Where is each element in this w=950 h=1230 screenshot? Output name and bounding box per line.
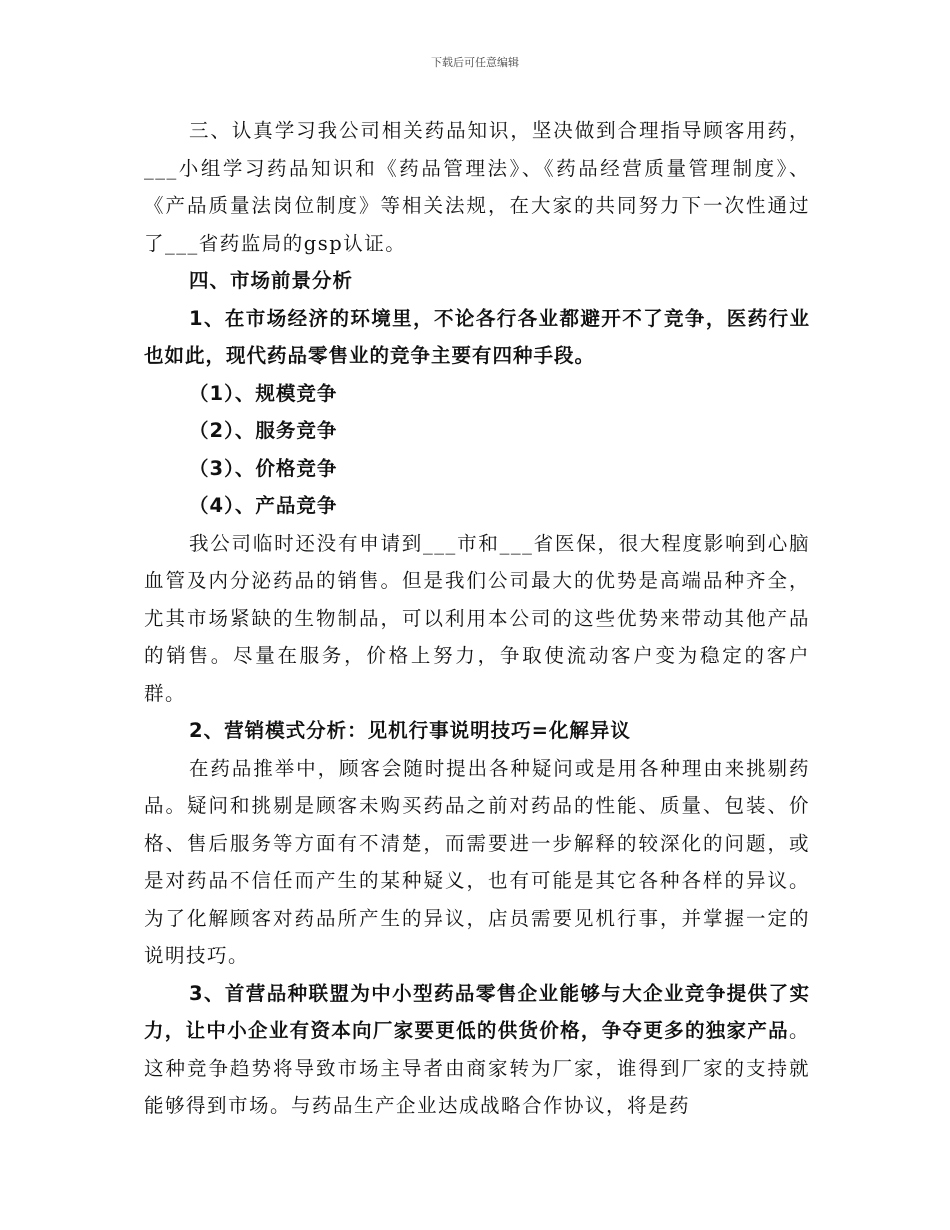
point-3-rest-text: 。这种竞争趋势将导致市场主导者由商家转为厂家，谁得到厂家的支持就能够得到市场。与药品生产企业达成战略合作协议，将是药 [144,1019,810,1117]
document-body [144,112,810,1125]
paragraph-insurance: 我公司临时还没有申请到___市和___省医保，很大程度影响到心脑血管及内分泌药品的销售。但是我们公司最大的优势是高端品种齐全，尤其市场紧缺的生物制品，可以利用本公司的这些优势来带动其他产品的销售。尽量在服务，价格上努力，争取使流动客户变为稳定的客户群。 [144,531,810,705]
page-header: 下载后可任意编辑 [431,56,519,69]
point-1-competition: 1、在市场经济的环境里，不论各行各业都避开不了竞争，医药行业也如此，现代药品零售业的竞争主要有四种手段。 [144,306,810,367]
paragraph-learning: 三、认真学习我公司相关药品知识，坚决做到合理指导顾客用药，___小组学习药品知识和《药品管理法》、《药品经营质量管理制度》、《产品质量法岗位制度》等相关法规，在大家的共同努力下一次性通过了___省药监局的gsp认证。 [144,119,810,255]
list-item: （2）、服务竞争 [189,419,338,442]
point-3-alliance [144,975,810,1125]
paragraph-objections: 在药品推举中，顾客会随时提出各种疑问或是用各种理由来挑剔药品。疑问和挑剔是顾客未购买药品之前对药品的性能、质量、包装、价格、售后服务等方面有不清楚，而需要进一步解释的较深化的问题，或是对药品不信任而产生的某种疑义，也有可能是其它各种各样的异议。为了化解顾客对药品所产生的异议，店员需要见机行事，并掌握一定的说明技巧。 [144,756,810,967]
point-2-marketing: 2、营销模式分析：见机行事说明技巧=化解异议 [189,719,631,742]
point-3-bold-text: 3、首营品种联盟为中小型药品零售企业能够与大企业竞争提供了实力，让中小企业有资本向厂家要更低的供货价格，争夺更多的独家产品 [144,981,810,1042]
list-item: （1）、规模竞争 [189,381,338,405]
list-item: （4）、产品竞争 [189,494,338,517]
list-item: （3）、价格竞争 [189,456,338,480]
section-heading-market: 四、市场前景分析 [189,269,354,292]
